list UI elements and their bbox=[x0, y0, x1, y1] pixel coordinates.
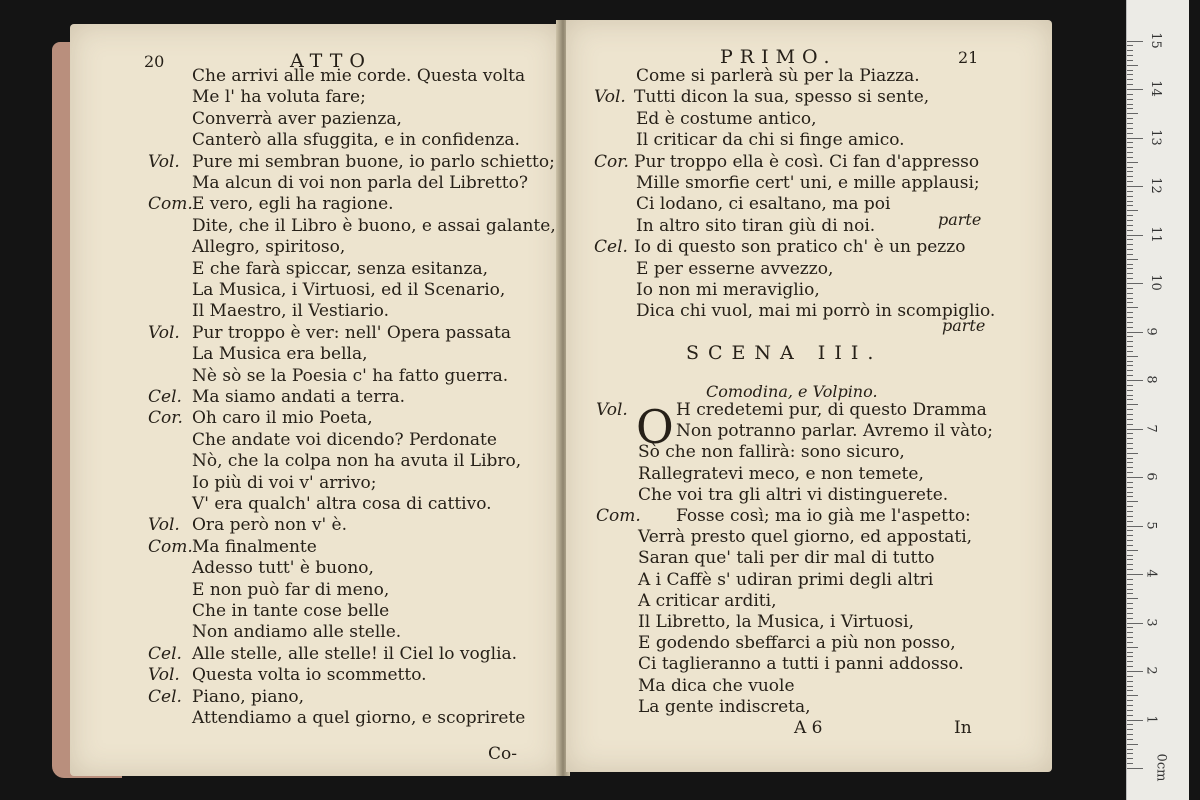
ruler-tick bbox=[1127, 74, 1133, 75]
ruler-tick bbox=[1127, 555, 1133, 556]
ruler-tick bbox=[1127, 307, 1138, 308]
page-header-right: PRIMO. bbox=[720, 46, 837, 68]
ruler-tick bbox=[1127, 613, 1133, 614]
speaker-label: Vol. bbox=[148, 151, 180, 172]
ruler-tick bbox=[1127, 351, 1133, 352]
ruler-tick bbox=[1127, 763, 1133, 764]
ruler-tick bbox=[1127, 138, 1143, 139]
ruler-tick bbox=[1127, 50, 1133, 51]
ruler-tick bbox=[1127, 60, 1133, 61]
ruler-tick bbox=[1127, 390, 1133, 391]
ruler-tick bbox=[1127, 603, 1133, 604]
ruler-label: 15 bbox=[1147, 31, 1163, 49]
ruler-tick bbox=[1127, 375, 1133, 376]
ruler-tick bbox=[1127, 404, 1138, 405]
ruler-tick bbox=[1127, 380, 1143, 381]
text-line: Dica chi vuol, mai mi porrò in scompiglio. bbox=[636, 301, 996, 322]
ruler-tick bbox=[1127, 521, 1133, 522]
ruler-tick bbox=[1127, 715, 1133, 716]
speaker-label: Cel. bbox=[148, 643, 182, 664]
ruler-tick bbox=[1127, 467, 1133, 468]
text-line: Converrà aver pazienza, bbox=[192, 108, 402, 129]
speaker-label: Com. bbox=[148, 536, 193, 557]
text-line: Adesso tutt' è buono, bbox=[192, 558, 374, 579]
ruler-tick bbox=[1127, 526, 1143, 527]
text-line: Non andiamo alle stelle. bbox=[192, 622, 402, 643]
ruler-tick bbox=[1127, 749, 1133, 750]
text-line: E godendo sbeffarci a più non posso, bbox=[638, 633, 956, 654]
ruler-tick bbox=[1127, 152, 1133, 153]
text-line: Che andate voi dicendo? Perdonate bbox=[192, 429, 497, 450]
speaker-label: Com. bbox=[596, 506, 641, 526]
ruler-tick bbox=[1127, 433, 1133, 434]
text-line: La Musica era bella, bbox=[192, 344, 368, 365]
ruler-tick bbox=[1127, 438, 1133, 439]
stage-direction-parte-1: parte bbox=[938, 210, 982, 229]
ruler-tick bbox=[1127, 695, 1138, 696]
ruler-label: 2 bbox=[1143, 666, 1159, 675]
ruler-tick bbox=[1127, 535, 1133, 536]
ruler-label: 10 bbox=[1147, 274, 1163, 291]
ruler-tick bbox=[1127, 327, 1133, 328]
ruler-tick bbox=[1127, 506, 1133, 507]
ruler-tick bbox=[1127, 492, 1133, 493]
ruler-label: 3 bbox=[1143, 617, 1159, 627]
scene-characters: Comodina, e Volpino. bbox=[706, 382, 878, 401]
ruler-tick bbox=[1127, 118, 1133, 119]
ruler-tick bbox=[1127, 89, 1143, 90]
ruler-tick bbox=[1127, 637, 1133, 638]
ruler-tick bbox=[1127, 273, 1133, 274]
ruler-tick bbox=[1127, 579, 1133, 580]
ruler-tick bbox=[1127, 201, 1133, 202]
ruler-tick bbox=[1127, 642, 1133, 643]
ruler-tick bbox=[1127, 414, 1133, 415]
text-line: Nè sò se la Poesia c' ha fatto guerra. bbox=[192, 365, 509, 386]
ruler-tick bbox=[1127, 550, 1138, 551]
speaker-label: Cel. bbox=[148, 686, 182, 707]
speaker-label: Vol. bbox=[596, 400, 628, 420]
ruler-tick bbox=[1127, 429, 1143, 430]
ruler-tick bbox=[1127, 332, 1143, 333]
scene-title: SCENA III. bbox=[686, 342, 883, 364]
text-line: Il Libretto, la Musica, i Virtuosi, bbox=[638, 612, 914, 632]
ruler-tick bbox=[1127, 45, 1133, 46]
text-line: A i Caffè s' udiran primi degli altri bbox=[638, 569, 934, 590]
ruler-tick bbox=[1127, 249, 1133, 250]
ruler-tick bbox=[1127, 690, 1133, 691]
ruler-tick bbox=[1127, 356, 1138, 357]
ruler-tick bbox=[1127, 589, 1133, 590]
ruler-tick bbox=[1127, 370, 1133, 371]
ruler-tick bbox=[1127, 564, 1133, 565]
ruler-label: 5 bbox=[1143, 520, 1159, 530]
text-line: E vero, egli ha ragione. bbox=[192, 194, 394, 215]
ruler-tick bbox=[1127, 41, 1143, 42]
text-line: Come si parlerà sù per la Piazza. bbox=[636, 66, 920, 86]
speaker-label: Vol. bbox=[148, 515, 180, 536]
text-line: H credetemi pur, di questo Dramma bbox=[676, 400, 987, 420]
text-line: Il criticar da chi si finge amico. bbox=[636, 130, 905, 151]
ruler-tick bbox=[1127, 79, 1133, 80]
ruler-tick bbox=[1127, 259, 1138, 260]
ruler-label: 6 bbox=[1143, 472, 1159, 481]
text-line: La Musica, i Virtuosi, ed il Scenario, bbox=[192, 280, 506, 300]
ruler-tick bbox=[1127, 108, 1133, 109]
ruler-tick bbox=[1127, 671, 1143, 672]
ruler-tick bbox=[1127, 128, 1133, 129]
ruler-tick bbox=[1127, 55, 1133, 56]
ruler-tick bbox=[1127, 302, 1133, 303]
page-header-left: ATTO bbox=[290, 50, 372, 72]
ruler-label: 4 bbox=[1143, 569, 1159, 578]
text-line: Che arrivi alle mie corde. Questa volta bbox=[192, 66, 526, 86]
ruler-label: 13 bbox=[1147, 128, 1163, 146]
ruler-tick bbox=[1127, 215, 1133, 216]
ruler-tick bbox=[1127, 361, 1133, 362]
text-line: Verrà presto quel giorno, ed appostati, bbox=[638, 527, 973, 548]
ruler-tick bbox=[1127, 123, 1133, 124]
ruler-label: 9 bbox=[1143, 326, 1159, 336]
ruler-tick bbox=[1127, 419, 1133, 420]
ruler-tick bbox=[1127, 593, 1133, 594]
ruler-tick bbox=[1127, 278, 1133, 279]
ruler-tick bbox=[1127, 720, 1143, 721]
speaker-label: Cel. bbox=[148, 387, 182, 407]
ruler-tick bbox=[1127, 385, 1133, 386]
ruler-tick bbox=[1127, 598, 1138, 599]
ruler-tick bbox=[1127, 482, 1133, 483]
text-line: Pur troppo ella è così. Ci fan d'appresso bbox=[634, 151, 980, 172]
text-line: E per esserne avvezzo, bbox=[636, 258, 834, 279]
ruler-tick bbox=[1127, 734, 1133, 735]
ruler-tick bbox=[1127, 501, 1138, 502]
ruler-tick bbox=[1127, 753, 1133, 754]
ruler-tick bbox=[1127, 176, 1133, 177]
ruler-tick bbox=[1127, 647, 1138, 648]
ruler-tick bbox=[1127, 453, 1138, 454]
ruler-tick bbox=[1127, 511, 1133, 512]
ruler-tick bbox=[1127, 167, 1133, 168]
ruler-tick bbox=[1127, 395, 1133, 396]
text-line: Mille smorfie cert' uni, e mille applausi; bbox=[636, 173, 980, 193]
text-line: La gente indiscreta, bbox=[638, 696, 811, 717]
ruler-tick bbox=[1127, 365, 1133, 366]
ruler-label: 1 bbox=[1143, 714, 1159, 724]
ruler-tick bbox=[1127, 244, 1133, 245]
ruler-tick bbox=[1127, 623, 1143, 624]
speaker-label: Com. bbox=[148, 194, 193, 215]
ruler-tick bbox=[1127, 84, 1133, 85]
ruler-tick bbox=[1127, 157, 1133, 158]
ruler-tick bbox=[1127, 632, 1133, 633]
ruler-tick bbox=[1127, 196, 1133, 197]
text-line: In altro sito tiran giù di noi. bbox=[636, 215, 876, 236]
ruler-tick bbox=[1127, 540, 1133, 541]
ruler-tick bbox=[1127, 409, 1133, 410]
ruler-label: 7 bbox=[1143, 423, 1159, 433]
ruler-tick bbox=[1127, 186, 1143, 187]
speaker-label: Vol. bbox=[148, 322, 180, 343]
text-line: Nò, che la colpa non ha avuta il Libro, bbox=[192, 451, 522, 472]
ruler-tick bbox=[1127, 181, 1133, 182]
text-line: Saran que' tali per dir mal di tutto bbox=[638, 548, 935, 569]
ruler-tick bbox=[1127, 225, 1133, 226]
ruler-tick bbox=[1127, 298, 1133, 299]
page-number-right: 21 bbox=[958, 48, 979, 67]
text-line: Pur troppo è ver: nell' Opera passata bbox=[192, 322, 511, 343]
text-line: Sò che non fallirà: sono sicuro, bbox=[638, 442, 905, 463]
speaker-label: Cor. bbox=[148, 408, 183, 429]
text-line: E che farà spiccar, senza esitanza, bbox=[192, 258, 488, 279]
ruler-label: 12 bbox=[1147, 177, 1163, 194]
text-line: Dite, che il Libro è buono, e assai galante, bbox=[192, 215, 556, 236]
ruler-label: 11 bbox=[1147, 225, 1163, 243]
ruler-tick bbox=[1127, 545, 1133, 546]
ruler-tick bbox=[1127, 739, 1133, 740]
ruler-tick bbox=[1127, 293, 1133, 294]
ruler-tick bbox=[1127, 147, 1133, 148]
ruler-tick bbox=[1127, 574, 1143, 575]
ruler-tick bbox=[1127, 191, 1133, 192]
speaker-label: Vol. bbox=[148, 665, 180, 686]
text-line: Ma siamo andati a terra. bbox=[192, 387, 405, 407]
ruler-tick bbox=[1127, 472, 1133, 473]
ruler-tick bbox=[1127, 336, 1133, 337]
ruler-tick bbox=[1127, 768, 1143, 769]
ruler-tick bbox=[1127, 487, 1133, 488]
catchword-left: Co- bbox=[488, 744, 517, 764]
ruler-tick bbox=[1127, 652, 1133, 653]
ruler-tick bbox=[1127, 608, 1133, 609]
ruler-tick bbox=[1127, 627, 1133, 628]
ruler-tick bbox=[1127, 462, 1133, 463]
ruler-tick bbox=[1127, 113, 1138, 114]
ruler-tick bbox=[1127, 239, 1133, 240]
stage-direction-parte-2: parte bbox=[942, 316, 986, 335]
page-number-left: 20 bbox=[144, 52, 165, 71]
ruler-label: 8 bbox=[1143, 375, 1159, 384]
ruler-tick bbox=[1127, 516, 1133, 517]
ruler-tick bbox=[1127, 656, 1133, 657]
ruler-tick bbox=[1127, 210, 1138, 211]
ruler-tick bbox=[1127, 686, 1133, 687]
measurement-ruler bbox=[1126, 0, 1189, 800]
signature-mark: A 6 bbox=[794, 718, 823, 738]
ruler-tick bbox=[1127, 99, 1133, 100]
text-line: Che in tante cose belle bbox=[192, 601, 390, 621]
ruler-tick bbox=[1127, 312, 1133, 313]
ruler-tick bbox=[1127, 322, 1133, 323]
text-line: Fosse così; ma io già me l'aspetto: bbox=[676, 506, 971, 526]
speaker-label: Vol. bbox=[594, 87, 626, 108]
text-line: Ma alcun di voi non parla del Libretto? bbox=[192, 173, 528, 193]
text-line: A criticar arditi, bbox=[638, 590, 777, 611]
right-page bbox=[566, 20, 1052, 772]
ruler-tick bbox=[1127, 700, 1133, 701]
ruler-tick bbox=[1127, 758, 1133, 759]
ruler-tick bbox=[1127, 676, 1133, 677]
text-line: Allegro, spiritoso, bbox=[192, 237, 346, 258]
ruler-tick bbox=[1127, 162, 1138, 163]
text-line: Il Maestro, il Vestiario. bbox=[192, 301, 389, 322]
ruler-tick bbox=[1127, 724, 1133, 725]
ruler-tick bbox=[1127, 477, 1143, 478]
ruler-tick bbox=[1127, 205, 1133, 206]
ruler-tick bbox=[1127, 744, 1138, 745]
ruler-tick bbox=[1127, 171, 1133, 172]
ruler-tick bbox=[1127, 283, 1143, 284]
ruler-tick bbox=[1127, 661, 1133, 662]
speaker-label: Cor. bbox=[594, 151, 629, 172]
ruler-tick bbox=[1127, 65, 1138, 66]
text-line: Ma dica che vuole bbox=[638, 675, 795, 696]
text-line: Attendiamo a quel giorno, e scoprirete bbox=[192, 708, 526, 728]
ruler-tick bbox=[1127, 142, 1133, 143]
ruler-tick bbox=[1127, 424, 1133, 425]
text-line: Ed è costume antico, bbox=[636, 108, 817, 129]
ruler-tick bbox=[1127, 443, 1133, 444]
ruler-tick bbox=[1127, 94, 1133, 95]
ruler-tick bbox=[1127, 618, 1133, 619]
drop-cap: O bbox=[636, 400, 674, 454]
text-line: Non potranno parlar. Avremo il vàto; bbox=[676, 421, 993, 442]
text-line: Ci taglieranno a tutti i panni addosso. bbox=[638, 654, 964, 675]
text-line: Ora però non v' è. bbox=[192, 515, 347, 536]
text-line: Ma finalmente bbox=[192, 536, 317, 557]
ruler-tick bbox=[1127, 230, 1133, 231]
ruler-tick bbox=[1127, 346, 1133, 347]
text-line: V' era qualch' altra cosa di cattivo. bbox=[192, 494, 492, 514]
ruler-tick bbox=[1127, 705, 1133, 706]
ruler-tick bbox=[1127, 496, 1133, 497]
ruler-tick bbox=[1127, 235, 1143, 236]
text-line: Oh caro il mio Poeta, bbox=[192, 408, 373, 429]
text-line: E non può far di meno, bbox=[192, 579, 390, 600]
text-line: Tutti dicon la sua, spesso si sente, bbox=[634, 87, 930, 108]
ruler-tick bbox=[1127, 569, 1133, 570]
ruler-tick bbox=[1127, 681, 1133, 682]
ruler-tick bbox=[1127, 399, 1133, 400]
left-page bbox=[70, 24, 560, 776]
ruler-tick bbox=[1127, 264, 1133, 265]
ruler-label: 14 bbox=[1147, 80, 1163, 97]
ruler-tick bbox=[1127, 530, 1133, 531]
ruler-tick bbox=[1127, 133, 1133, 134]
text-line: Pure mi sembran buone, io parlo schietto; bbox=[192, 151, 555, 172]
ruler-tick bbox=[1127, 584, 1133, 585]
ruler-tick bbox=[1127, 666, 1133, 667]
ruler-tick bbox=[1127, 104, 1133, 105]
text-line: Questa volta io scommetto. bbox=[192, 665, 427, 686]
text-line: Me l' ha voluta fare; bbox=[192, 87, 366, 108]
ruler-tick bbox=[1127, 70, 1133, 71]
ruler-tick bbox=[1127, 254, 1133, 255]
catchword-right: In bbox=[954, 718, 972, 738]
ruler-tick bbox=[1127, 458, 1133, 459]
ruler-tick bbox=[1127, 341, 1133, 342]
text-line: Alle stelle, alle stelle! il Ciel lo voglia. bbox=[192, 643, 518, 664]
ruler-tick bbox=[1127, 729, 1133, 730]
ruler-tick bbox=[1127, 317, 1133, 318]
ruler-tick bbox=[1127, 220, 1133, 221]
text-line: Io più di voi v' arrivo; bbox=[192, 472, 377, 493]
text-line: Io non mi meraviglio, bbox=[636, 280, 820, 300]
text-line: Piano, piano, bbox=[192, 686, 305, 707]
text-line: Io di questo son pratico ch' è un pezzo bbox=[634, 237, 966, 258]
ruler-tick bbox=[1127, 268, 1133, 269]
ruler-tick bbox=[1127, 448, 1133, 449]
speaker-label: Cel. bbox=[594, 237, 628, 258]
ruler-label: 0cm bbox=[1153, 753, 1169, 782]
ruler-tick bbox=[1127, 710, 1133, 711]
text-line: Rallegratevi meco, e non temete, bbox=[638, 463, 924, 484]
ruler-tick bbox=[1127, 559, 1133, 560]
text-line: Canterò alla sfuggita, e in confidenza. bbox=[192, 130, 520, 151]
ruler-tick bbox=[1127, 288, 1133, 289]
text-line: Ci lodano, ci esaltano, ma poi bbox=[636, 194, 891, 215]
text-line: Che voi tra gli altri vi distinguerete. bbox=[638, 484, 949, 505]
